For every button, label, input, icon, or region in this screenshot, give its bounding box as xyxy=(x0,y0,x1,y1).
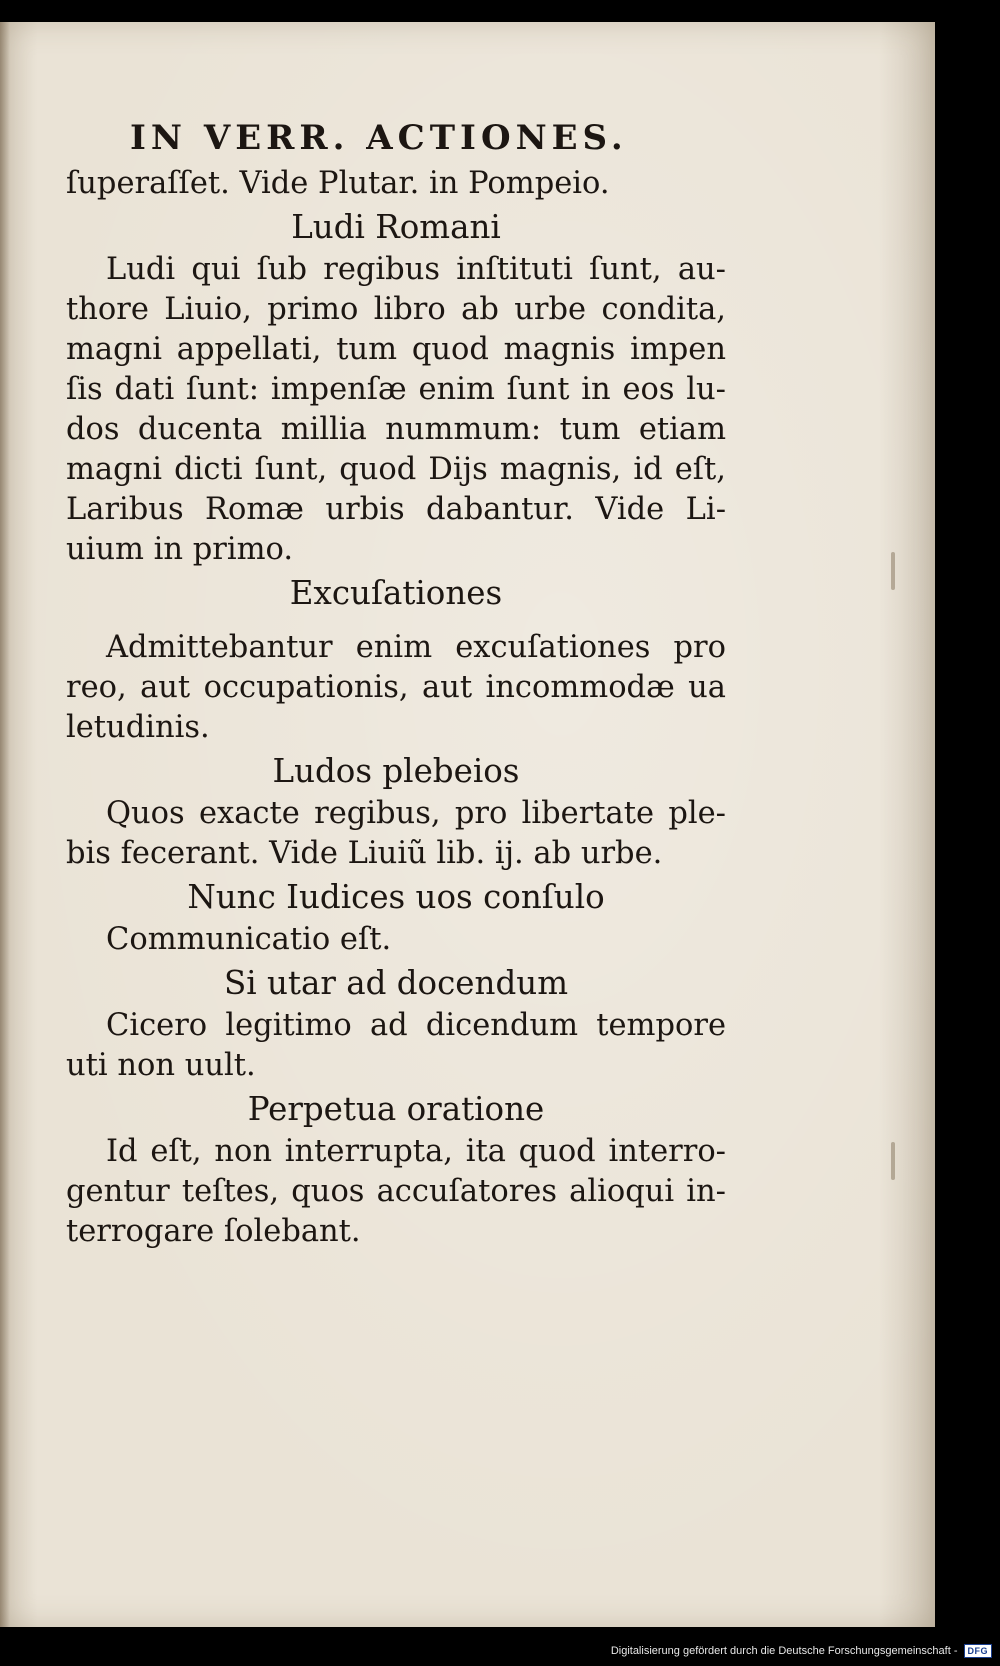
text-line: ſuperaſſet. Vide Plutar. in Pompeio. xyxy=(66,166,610,201)
section-heading: Nunc Iudices uos conſulo xyxy=(187,878,605,916)
paragraph xyxy=(66,1132,726,1252)
paragraph xyxy=(66,628,726,748)
text-line: ſis dati ſunt: impenſæ enim ſunt in eos lu- xyxy=(66,372,726,407)
dfg-logo-icon: DFG xyxy=(964,1644,993,1658)
book-page xyxy=(0,22,935,1627)
text-line: letudinis. xyxy=(66,710,210,745)
text-line: terrogare ſolebant. xyxy=(66,1214,361,1249)
footer-credit: Digitalisierung gefördert durch die Deutsche Forschungsgemeinschaft - xyxy=(610,1645,958,1657)
paragraph xyxy=(66,250,726,570)
page-sections xyxy=(66,164,726,1252)
paragraph xyxy=(66,794,726,874)
page-gutter-shadow xyxy=(0,22,10,1627)
paragraph xyxy=(66,164,726,204)
paragraph xyxy=(66,1006,726,1086)
text-line: magni dicti ſunt, quod Dijs magnis, id eſt, xyxy=(66,452,726,487)
text-line: Admittebantur enim excuſationes pro xyxy=(106,630,726,665)
text-line: dos ducenta millia nummum: tum etiam xyxy=(66,412,726,447)
text-line: Id eſt, non interrupta, ita quod interro- xyxy=(106,1134,726,1169)
text-line: Quos exacte regibus, pro libertate ple- xyxy=(106,796,726,831)
text-line: gentur teſtes, quos accuſatores alioqui in- xyxy=(66,1174,726,1209)
section-heading: Ludi Romani xyxy=(291,208,501,246)
page-edge-mark xyxy=(891,1142,895,1180)
text-line: thore Liuio, primo libro ab urbe condita, xyxy=(66,292,726,327)
paragraph xyxy=(66,920,726,960)
text-line: Ludi qui ſub regibus inſtituti ſunt, au- xyxy=(106,252,726,287)
text-line: magni appellati, tum quod magnis impen xyxy=(66,332,726,367)
section-heading: Perpetua oratione xyxy=(247,1090,545,1128)
text-line: Communicatio eſt. xyxy=(106,922,392,957)
section-heading: Si utar ad docendum xyxy=(223,964,569,1002)
page-edge-mark xyxy=(891,552,895,590)
text-line: bis fecerant. Vide Liuiũ lib. ij. ab urbe. xyxy=(66,836,663,871)
text-line: uium in primo. xyxy=(66,532,294,567)
text-line: Cicero legitimo ad dicendum tempore xyxy=(106,1008,726,1043)
section-heading: Ludos plebeios xyxy=(272,752,520,790)
text-block xyxy=(66,118,726,1252)
digitization-footer xyxy=(611,1644,992,1658)
text-line: reo, aut occupationis, aut incommodæ ua xyxy=(66,670,726,705)
text-line: Laribus Romæ urbis dabantur. Vide Li- xyxy=(66,492,726,527)
text-line: uti non uult. xyxy=(66,1048,256,1083)
section-heading: Excuſationes xyxy=(289,574,503,612)
running-head: IN VERR. ACTIONES. xyxy=(130,118,628,158)
